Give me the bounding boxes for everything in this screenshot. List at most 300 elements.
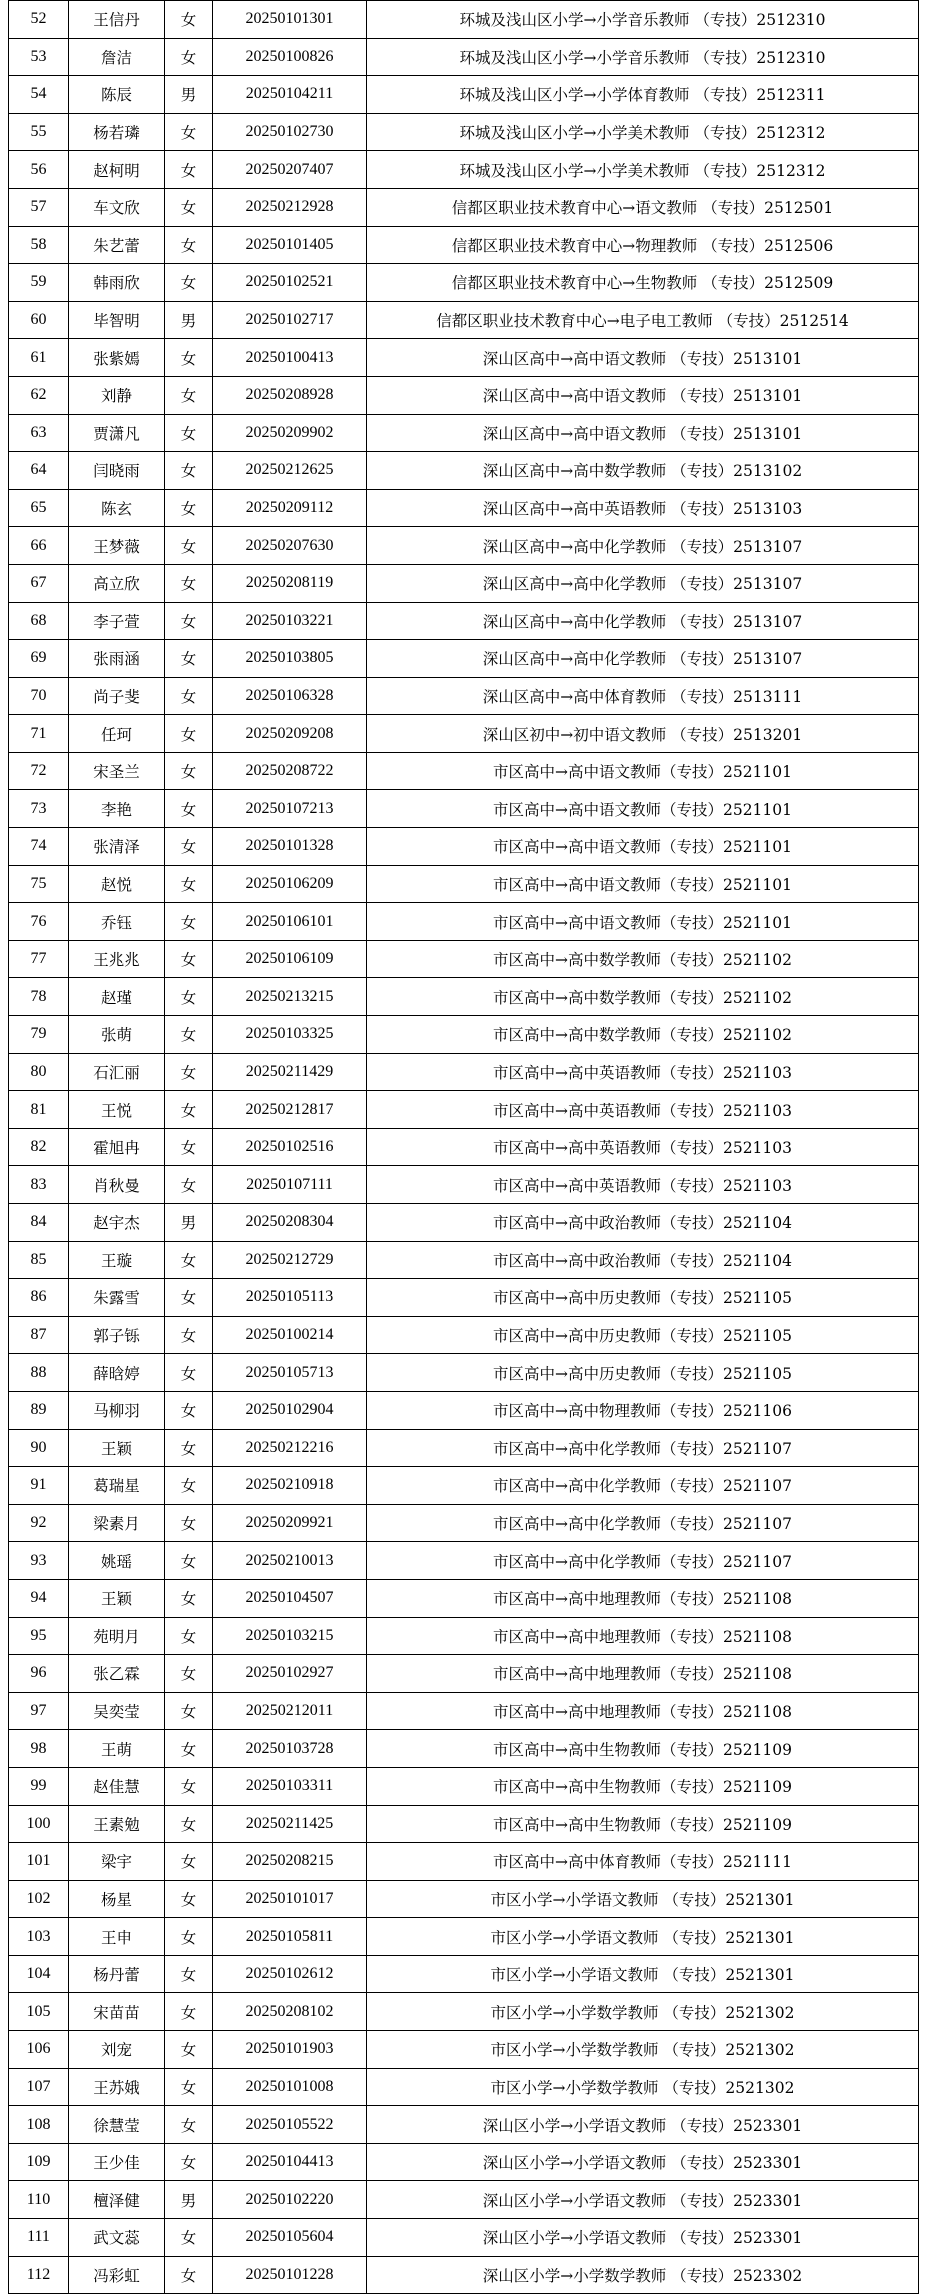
row-number-cell: 85 [9, 1241, 69, 1279]
candidate-gender-cell: 女 [165, 226, 213, 264]
exam-number-cell: 20250209902 [213, 414, 367, 452]
candidate-name-cell: 王悦 [69, 1091, 165, 1129]
table-row [9, 1579, 919, 1617]
exam-number-cell: 20250105713 [213, 1354, 367, 1392]
exam-number-cell: 20250105113 [213, 1279, 367, 1317]
candidate-gender-cell: 女 [165, 1730, 213, 1768]
position-cell: 市区高中→高中生物教师（专技）2521109 [367, 1730, 919, 1768]
candidate-name-cell: 肖秋曼 [69, 1166, 165, 1204]
exam-number-cell: 20250213215 [213, 978, 367, 1016]
row-number-cell: 73 [9, 790, 69, 828]
position-cell: 市区小学→小学数学教师 （专技）2521302 [367, 1993, 919, 2031]
candidate-name-cell: 陈辰 [69, 76, 165, 114]
candidate-name-cell: 石汇丽 [69, 1053, 165, 1091]
table-row [9, 715, 919, 753]
position-cell: 市区高中→高中历史教师（专技）2521105 [367, 1354, 919, 1392]
candidate-gender-cell: 女 [165, 940, 213, 978]
position-cell: 市区高中→高中生物教师（专技）2521109 [367, 1805, 919, 1843]
table-row [9, 1391, 919, 1429]
exam-number-cell: 20250208102 [213, 1993, 367, 2031]
table-row [9, 1655, 919, 1693]
table-row [9, 1166, 919, 1204]
exam-number-cell: 20250209208 [213, 715, 367, 753]
candidate-name-cell: 王璇 [69, 1241, 165, 1279]
table-row [9, 677, 919, 715]
table-row [9, 1955, 919, 1993]
exam-number-cell: 20250102220 [213, 2181, 367, 2219]
row-number-cell: 76 [9, 903, 69, 941]
candidate-gender-cell: 女 [165, 1805, 213, 1843]
candidate-gender-cell: 女 [165, 1429, 213, 1467]
row-number-cell: 99 [9, 1767, 69, 1805]
exam-number-cell: 20250106328 [213, 677, 367, 715]
row-number-cell: 70 [9, 677, 69, 715]
exam-number-cell: 20250107213 [213, 790, 367, 828]
candidate-gender-cell: 女 [165, 376, 213, 414]
candidate-gender-cell: 女 [165, 38, 213, 76]
position-cell: 深山区高中→高中语文教师 （专技）2513101 [367, 339, 919, 377]
exam-number-cell: 20250103325 [213, 1016, 367, 1054]
table-row [9, 1204, 919, 1242]
position-cell: 环城及浅山区小学→小学美术教师 （专技）2512312 [367, 113, 919, 151]
exam-number-cell: 20250210918 [213, 1467, 367, 1505]
candidate-name-cell: 徐慧莹 [69, 2106, 165, 2144]
position-cell: 环城及浅山区小学→小学美术教师 （专技）2512312 [367, 151, 919, 189]
table-row [9, 1128, 919, 1166]
position-cell: 市区高中→高中地理教师（专技）2521108 [367, 1692, 919, 1730]
row-number-cell: 84 [9, 1204, 69, 1242]
row-number-cell: 58 [9, 226, 69, 264]
exam-number-cell: 20250209112 [213, 489, 367, 527]
exam-number-cell: 20250105604 [213, 2219, 367, 2257]
candidate-gender-cell: 女 [165, 489, 213, 527]
exam-number-cell: 20250211425 [213, 1805, 367, 1843]
row-number-cell: 93 [9, 1542, 69, 1580]
candidate-gender-cell: 女 [165, 2031, 213, 2069]
exam-number-cell: 20250103728 [213, 1730, 367, 1768]
table-row [9, 1692, 919, 1730]
candidate-gender-cell: 女 [165, 2143, 213, 2181]
position-cell: 深山区小学→小学语文教师 （专技）2523301 [367, 2143, 919, 2181]
exam-number-cell: 20250102516 [213, 1128, 367, 1166]
row-number-cell: 92 [9, 1504, 69, 1542]
candidate-name-cell: 王信丹 [69, 1, 165, 39]
table-row [9, 1279, 919, 1317]
position-cell: 市区小学→小学语文教师 （专技）2521301 [367, 1880, 919, 1918]
row-number-cell: 67 [9, 564, 69, 602]
exam-number-cell: 20250209921 [213, 1504, 367, 1542]
position-cell: 市区高中→高中地理教师（专技）2521108 [367, 1579, 919, 1617]
position-cell: 市区高中→高中数学教师（专技）2521102 [367, 940, 919, 978]
row-number-cell: 78 [9, 978, 69, 1016]
exam-number-cell: 20250212729 [213, 1241, 367, 1279]
exam-number-cell: 20250106209 [213, 865, 367, 903]
table-row [9, 640, 919, 678]
row-number-cell: 105 [9, 1993, 69, 2031]
exam-number-cell: 20250208119 [213, 564, 367, 602]
position-cell: 市区高中→高中政治教师（专技）2521104 [367, 1204, 919, 1242]
table-row [9, 1617, 919, 1655]
candidate-name-cell: 王少佳 [69, 2143, 165, 2181]
candidate-gender-cell: 女 [165, 452, 213, 490]
row-number-cell: 81 [9, 1091, 69, 1129]
table-row [9, 76, 919, 114]
candidate-name-cell: 王申 [69, 1918, 165, 1956]
candidate-gender-cell: 女 [165, 715, 213, 753]
row-number-cell: 108 [9, 2106, 69, 2144]
row-number-cell: 96 [9, 1655, 69, 1693]
position-cell: 市区高中→高中英语教师（专技）2521103 [367, 1091, 919, 1129]
candidate-name-cell: 李艳 [69, 790, 165, 828]
row-number-cell: 100 [9, 1805, 69, 1843]
position-cell: 深山区高中→高中英语教师 （专技）2513103 [367, 489, 919, 527]
row-number-cell: 111 [9, 2219, 69, 2257]
position-cell: 市区高中→高中语文教师（专技）2521101 [367, 903, 919, 941]
position-cell: 深山区高中→高中化学教师 （专技）2513107 [367, 564, 919, 602]
position-cell: 环城及浅山区小学→小学音乐教师 （专技）2512310 [367, 1, 919, 39]
exam-number-cell: 20250100214 [213, 1316, 367, 1354]
candidate-name-cell: 王苏娥 [69, 2068, 165, 2106]
exam-number-cell: 20250101301 [213, 1, 367, 39]
candidate-gender-cell: 女 [165, 1542, 213, 1580]
exam-number-cell: 20250212928 [213, 188, 367, 226]
position-cell: 市区小学→小学数学教师 （专技）2521302 [367, 2031, 919, 2069]
exam-number-cell: 20250101017 [213, 1880, 367, 1918]
candidate-gender-cell: 女 [165, 1016, 213, 1054]
exam-number-cell: 20250107111 [213, 1166, 367, 1204]
candidate-gender-cell: 男 [165, 2181, 213, 2219]
row-number-cell: 103 [9, 1918, 69, 1956]
candidate-gender-cell: 女 [165, 1391, 213, 1429]
row-number-cell: 89 [9, 1391, 69, 1429]
table-row [9, 452, 919, 490]
candidate-name-cell: 王兆兆 [69, 940, 165, 978]
candidate-gender-cell: 女 [165, 264, 213, 302]
table-row [9, 151, 919, 189]
candidate-name-cell: 张雨涵 [69, 640, 165, 678]
row-number-cell: 55 [9, 113, 69, 151]
candidate-name-cell: 刘宠 [69, 2031, 165, 2069]
exam-number-cell: 20250101008 [213, 2068, 367, 2106]
table-row [9, 790, 919, 828]
position-cell: 市区高中→高中语文教师（专技）2521101 [367, 752, 919, 790]
candidate-gender-cell: 女 [165, 2256, 213, 2294]
row-number-cell: 71 [9, 715, 69, 753]
exam-number-cell: 20250102730 [213, 113, 367, 151]
table-row [9, 1354, 919, 1392]
candidate-gender-cell: 女 [165, 1767, 213, 1805]
position-cell: 市区高中→高中语文教师（专技）2521101 [367, 865, 919, 903]
candidate-name-cell: 贾潇凡 [69, 414, 165, 452]
row-number-cell: 57 [9, 188, 69, 226]
exam-number-cell: 20250211429 [213, 1053, 367, 1091]
candidate-name-cell: 杨星 [69, 1880, 165, 1918]
exam-number-cell: 20250103805 [213, 640, 367, 678]
candidate-gender-cell: 女 [165, 828, 213, 866]
position-cell: 市区高中→高中生物教师（专技）2521109 [367, 1767, 919, 1805]
candidate-gender-cell: 女 [165, 414, 213, 452]
candidate-gender-cell: 女 [165, 602, 213, 640]
position-cell: 深山区高中→高中化学教师 （专技）2513107 [367, 527, 919, 565]
exam-number-cell: 20250212817 [213, 1091, 367, 1129]
position-cell: 深山区高中→高中化学教师 （专技）2513107 [367, 640, 919, 678]
row-number-cell: 97 [9, 1692, 69, 1730]
candidate-gender-cell: 女 [165, 1880, 213, 1918]
position-cell: 市区小学→小学语文教师 （专技）2521301 [367, 1918, 919, 1956]
table-row [9, 865, 919, 903]
exam-number-cell: 20250104211 [213, 76, 367, 114]
table-row [9, 1, 919, 39]
table-row [9, 2256, 919, 2294]
table-row [9, 1504, 919, 1542]
candidate-name-cell: 詹洁 [69, 38, 165, 76]
table-row [9, 339, 919, 377]
exam-number-cell: 20250208722 [213, 752, 367, 790]
position-cell: 深山区高中→高中语文教师 （专技）2513101 [367, 376, 919, 414]
row-number-cell: 77 [9, 940, 69, 978]
exam-number-cell: 20250210013 [213, 1542, 367, 1580]
row-number-cell: 75 [9, 865, 69, 903]
exam-number-cell: 20250102521 [213, 264, 367, 302]
candidate-name-cell: 梁宇 [69, 1843, 165, 1881]
candidate-gender-cell: 女 [165, 2106, 213, 2144]
candidate-name-cell: 马柳羽 [69, 1391, 165, 1429]
row-number-cell: 61 [9, 339, 69, 377]
candidate-gender-cell: 女 [165, 677, 213, 715]
candidate-gender-cell: 女 [165, 978, 213, 1016]
candidate-name-cell: 檀泽健 [69, 2181, 165, 2219]
candidate-gender-cell: 女 [165, 1993, 213, 2031]
row-number-cell: 65 [9, 489, 69, 527]
position-cell: 市区高中→高中语文教师（专技）2521101 [367, 828, 919, 866]
table-row [9, 2219, 919, 2257]
table-row [9, 2143, 919, 2181]
candidate-name-cell: 武文蕊 [69, 2219, 165, 2257]
candidate-name-cell: 霍旭冉 [69, 1128, 165, 1166]
row-number-cell: 52 [9, 1, 69, 39]
candidate-name-cell: 毕智明 [69, 301, 165, 339]
table-row [9, 1767, 919, 1805]
candidate-name-cell: 梁素月 [69, 1504, 165, 1542]
table-row [9, 1542, 919, 1580]
candidate-name-cell: 郭子铄 [69, 1316, 165, 1354]
exam-number-cell: 20250100826 [213, 38, 367, 76]
table-row [9, 527, 919, 565]
results-table [8, 0, 919, 2294]
row-number-cell: 64 [9, 452, 69, 490]
table-row [9, 752, 919, 790]
candidate-gender-cell: 男 [165, 301, 213, 339]
table-row [9, 1053, 919, 1091]
candidate-gender-cell: 女 [165, 1166, 213, 1204]
candidate-gender-cell: 女 [165, 1579, 213, 1617]
candidate-name-cell: 刘静 [69, 376, 165, 414]
candidate-name-cell: 闫晓雨 [69, 452, 165, 490]
exam-number-cell: 20250104507 [213, 1579, 367, 1617]
candidate-gender-cell: 女 [165, 2068, 213, 2106]
exam-number-cell: 20250102927 [213, 1655, 367, 1693]
exam-number-cell: 20250102612 [213, 1955, 367, 1993]
row-number-cell: 53 [9, 38, 69, 76]
row-number-cell: 83 [9, 1166, 69, 1204]
position-cell: 市区高中→高中历史教师（专技）2521105 [367, 1279, 919, 1317]
candidate-name-cell: 王素勉 [69, 1805, 165, 1843]
position-cell: 信都区职业技术教育中心→语文教师 （专技）2512501 [367, 188, 919, 226]
position-cell: 市区高中→高中地理教师（专技）2521108 [367, 1617, 919, 1655]
exam-number-cell: 20250104413 [213, 2143, 367, 2181]
candidate-gender-cell: 女 [165, 1918, 213, 1956]
candidate-name-cell: 张萌 [69, 1016, 165, 1054]
row-number-cell: 54 [9, 76, 69, 114]
exam-number-cell: 20250105811 [213, 1918, 367, 1956]
table-row [9, 414, 919, 452]
position-cell: 深山区小学→小学数学教师 （专技）2523302 [367, 2256, 919, 2294]
candidate-gender-cell: 女 [165, 1354, 213, 1392]
candidate-gender-cell: 女 [165, 1241, 213, 1279]
candidate-name-cell: 宋苗苗 [69, 1993, 165, 2031]
candidate-gender-cell: 女 [165, 1692, 213, 1730]
candidate-gender-cell: 女 [165, 1655, 213, 1693]
exam-number-cell: 20250208215 [213, 1843, 367, 1881]
candidate-name-cell: 赵佳慧 [69, 1767, 165, 1805]
candidate-gender-cell: 女 [165, 1467, 213, 1505]
table-row [9, 301, 919, 339]
candidate-gender-cell: 女 [165, 339, 213, 377]
candidate-name-cell: 王颖 [69, 1579, 165, 1617]
exam-number-cell: 20250106109 [213, 940, 367, 978]
exam-number-cell: 20250101405 [213, 226, 367, 264]
position-cell: 市区高中→高中体育教师（专技）2521111 [367, 1843, 919, 1881]
candidate-name-cell: 尚子斐 [69, 677, 165, 715]
exam-number-cell: 20250207630 [213, 527, 367, 565]
candidate-name-cell: 冯彩虹 [69, 2256, 165, 2294]
row-number-cell: 79 [9, 1016, 69, 1054]
candidate-gender-cell: 女 [165, 1091, 213, 1129]
row-number-cell: 104 [9, 1955, 69, 1993]
position-cell: 深山区高中→高中语文教师 （专技）2513101 [367, 414, 919, 452]
exam-number-cell: 20250103221 [213, 602, 367, 640]
candidate-name-cell: 薛晗婷 [69, 1354, 165, 1392]
exam-number-cell: 20250101328 [213, 828, 367, 866]
position-cell: 市区小学→小学数学教师 （专技）2521302 [367, 2068, 919, 2106]
row-number-cell: 107 [9, 2068, 69, 2106]
table-row [9, 602, 919, 640]
candidate-gender-cell: 女 [165, 1316, 213, 1354]
candidate-name-cell: 任珂 [69, 715, 165, 753]
exam-number-cell: 20250101228 [213, 2256, 367, 2294]
table-row [9, 2031, 919, 2069]
position-cell: 市区高中→高中英语教师（专技）2521103 [367, 1053, 919, 1091]
position-cell: 深山区高中→高中体育教师 （专技）2513111 [367, 677, 919, 715]
row-number-cell: 98 [9, 1730, 69, 1768]
exam-number-cell: 20250102904 [213, 1391, 367, 1429]
exam-number-cell: 20250208304 [213, 1204, 367, 1242]
candidate-gender-cell: 女 [165, 1053, 213, 1091]
exam-number-cell: 20250101903 [213, 2031, 367, 2069]
candidate-name-cell: 张清泽 [69, 828, 165, 866]
position-cell: 市区高中→高中英语教师（专技）2521103 [367, 1128, 919, 1166]
candidate-gender-cell: 女 [165, 1955, 213, 1993]
row-number-cell: 80 [9, 1053, 69, 1091]
row-number-cell: 82 [9, 1128, 69, 1166]
position-cell: 深山区小学→小学语文教师 （专技）2523301 [367, 2219, 919, 2257]
table-row [9, 1429, 919, 1467]
row-number-cell: 66 [9, 527, 69, 565]
position-cell: 信都区职业技术教育中心→生物教师 （专技）2512509 [367, 264, 919, 302]
candidate-name-cell: 王颖 [69, 1429, 165, 1467]
row-number-cell: 87 [9, 1316, 69, 1354]
position-cell: 信都区职业技术教育中心→物理教师 （专技）2512506 [367, 226, 919, 264]
row-number-cell: 88 [9, 1354, 69, 1392]
table-row [9, 2181, 919, 2219]
exam-number-cell: 20250106101 [213, 903, 367, 941]
candidate-name-cell: 高立欣 [69, 564, 165, 602]
position-cell: 市区高中→高中化学教师（专技）2521107 [367, 1467, 919, 1505]
position-cell: 市区高中→高中地理教师（专技）2521108 [367, 1655, 919, 1693]
candidate-name-cell: 宋圣兰 [69, 752, 165, 790]
row-number-cell: 86 [9, 1279, 69, 1317]
candidate-name-cell: 吴奕莹 [69, 1692, 165, 1730]
candidate-gender-cell: 男 [165, 1204, 213, 1242]
row-number-cell: 95 [9, 1617, 69, 1655]
candidate-name-cell: 朱露雪 [69, 1279, 165, 1317]
candidate-name-cell: 张乙霖 [69, 1655, 165, 1693]
position-cell: 市区高中→高中历史教师（专技）2521105 [367, 1316, 919, 1354]
candidate-gender-cell: 女 [165, 1504, 213, 1542]
position-cell: 市区小学→小学语文教师 （专技）2521301 [367, 1955, 919, 1993]
candidate-name-cell: 苑明月 [69, 1617, 165, 1655]
candidate-name-cell: 李子萱 [69, 602, 165, 640]
position-cell: 市区高中→高中语文教师（专技）2521101 [367, 790, 919, 828]
candidate-gender-cell: 女 [165, 113, 213, 151]
results-table-body [9, 1, 919, 2294]
candidate-gender-cell: 女 [165, 1617, 213, 1655]
candidate-name-cell: 朱艺蕾 [69, 226, 165, 264]
table-row [9, 2106, 919, 2144]
exam-number-cell: 20250212011 [213, 1692, 367, 1730]
table-row [9, 489, 919, 527]
position-cell: 深山区高中→高中数学教师 （专技）2513102 [367, 452, 919, 490]
candidate-name-cell: 赵宇杰 [69, 1204, 165, 1242]
candidate-name-cell: 韩雨欣 [69, 264, 165, 302]
candidate-name-cell: 王萌 [69, 1730, 165, 1768]
row-number-cell: 69 [9, 640, 69, 678]
table-row [9, 1016, 919, 1054]
table-row [9, 1091, 919, 1129]
candidate-gender-cell: 女 [165, 903, 213, 941]
position-cell: 市区高中→高中化学教师（专技）2521107 [367, 1542, 919, 1580]
exam-number-cell: 20250103215 [213, 1617, 367, 1655]
candidate-name-cell: 乔钰 [69, 903, 165, 941]
candidate-name-cell: 姚瑶 [69, 1542, 165, 1580]
exam-number-cell: 20250102717 [213, 301, 367, 339]
exam-number-cell: 20250207407 [213, 151, 367, 189]
table-row [9, 1918, 919, 1956]
exam-number-cell: 20250208928 [213, 376, 367, 414]
row-number-cell: 101 [9, 1843, 69, 1881]
candidate-gender-cell: 女 [165, 1128, 213, 1166]
position-cell: 深山区小学→小学语文教师 （专技）2523301 [367, 2106, 919, 2144]
position-cell: 市区高中→高中化学教师（专技）2521107 [367, 1429, 919, 1467]
row-number-cell: 91 [9, 1467, 69, 1505]
table-row [9, 38, 919, 76]
table-row [9, 2068, 919, 2106]
table-row [9, 1843, 919, 1881]
candidate-name-cell: 王梦薇 [69, 527, 165, 565]
row-number-cell: 74 [9, 828, 69, 866]
row-number-cell: 90 [9, 1429, 69, 1467]
exam-number-cell: 20250105522 [213, 2106, 367, 2144]
